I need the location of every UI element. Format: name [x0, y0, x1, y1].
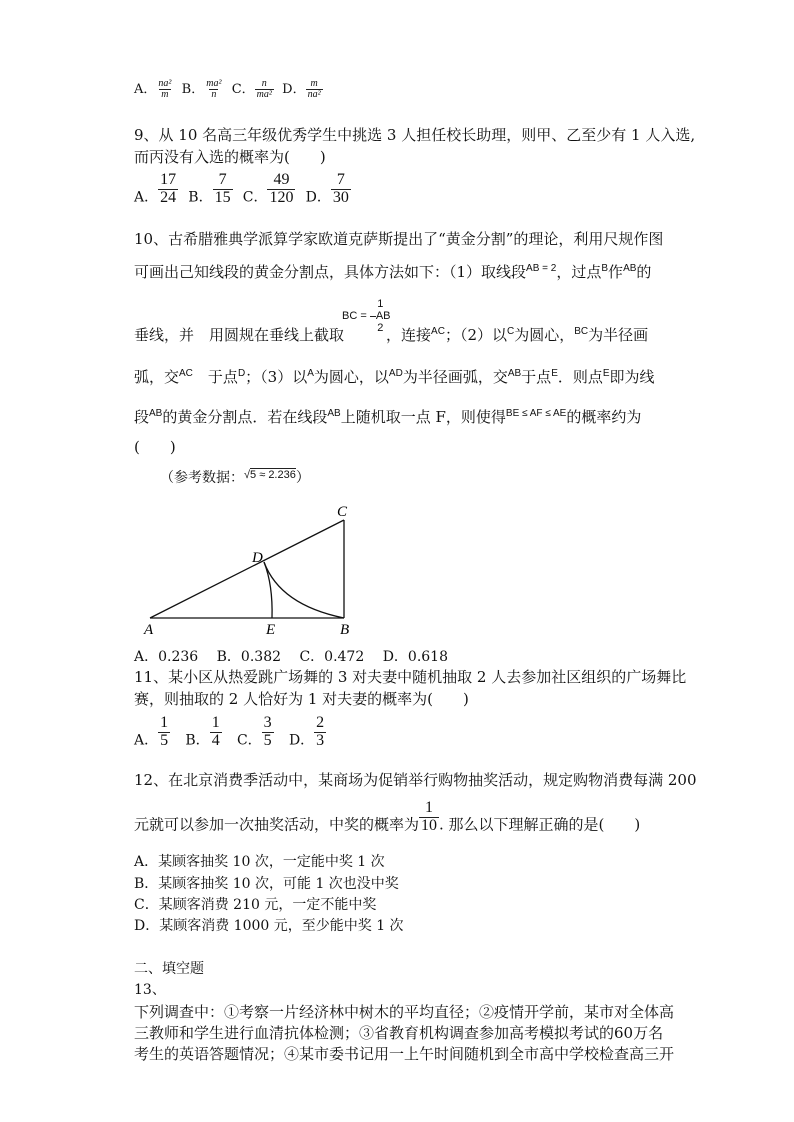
q11-option-a-fraction: $\frac{1}{5}$	[160, 714, 169, 749]
golden-section-figure	[140, 500, 360, 640]
q11-option-a-label: A．	[134, 732, 159, 749]
segment-ac	[150, 520, 344, 618]
q10-reference-data: （参考数据：$^{√5 \approx 2.236}$）	[160, 469, 310, 486]
q12-option-a: A．某顾客抽奖 10 次，一定能中奖 1 次	[134, 854, 385, 870]
q12-probability-fraction: $\frac{1}{10}$	[421, 799, 438, 834]
q9-option-d-label: D．	[305, 189, 331, 206]
q11-option-d-label: D．	[288, 732, 315, 749]
q11-option-b-label: B．	[185, 732, 210, 749]
q9-line1: 9、从 10 名高三年级优秀学生中挑选 3 人担任校长助理，则甲、乙至少有 1 人入选,	[134, 126, 696, 144]
q12-option-d: D．某顾客消费 1000 元，至少能中奖 1 次	[134, 918, 404, 934]
q9-option-d-fraction: $\frac{7}{30}$	[332, 171, 349, 206]
q12-line1: 12、在北京消费季活动中，某商场为促销举行购物抽奖活动，规定购物消费每满 200	[134, 771, 697, 789]
arc-d-to-b	[264, 562, 344, 618]
q10-options: A．0.236 B．0.382 C．0.472 D．0.618	[134, 649, 449, 665]
q9-option-a-label: A．	[134, 189, 159, 206]
point-label-d: D	[252, 550, 263, 566]
point-label-e: E	[266, 622, 276, 638]
point-label-a: A	[144, 622, 154, 638]
q11-option-c-label: C．	[236, 732, 262, 749]
q9-options	[134, 172, 351, 207]
q10-math-ab-eq-2: AB = 2	[526, 263, 557, 274]
q10-line2: 可画出己知线段的黄金分割点，具体方法如下：（1）取线段$^{AB = 2}$，过点$^B$作$^{AB}$的	[134, 263, 652, 281]
q11-line1: 11、某小区从热爱跳广场舞的 3 对夫妻中随机抽取 2 人去参加社区组织的广场舞比	[134, 668, 687, 686]
q8-option-b-label: B．	[181, 82, 205, 97]
q13-number: 13、	[134, 982, 166, 998]
q10-bc-formula: 1 BC = AB 2	[342, 298, 391, 334]
q8-option-d-label: D．	[282, 82, 306, 97]
q8-option-a-fraction: $\frac{\text{na²}}{m}$	[158, 77, 172, 100]
q13-line3: 考生的英语答题情况；④某市委书记用一上午时间随机到全市高中学校检查高三开	[134, 1045, 675, 1063]
q8-option-b-fraction: $\frac{\text{ma²}}{n}$	[206, 77, 222, 100]
q9-option-a-fraction: $\frac{17}{24}$	[160, 171, 177, 206]
q12-option-b: B．某顾客抽奖 10 次，可能 1 次也没中奖	[134, 876, 399, 892]
q13-line2: 三教师和学生进行血清抗体检测；③省教育机构调查参加高考模拟考试的60万名	[134, 1024, 664, 1042]
q13-line1: 下列调查中：①考察一片经济林中树木的平均直径；②疫情开学前，某市对全体高	[134, 1003, 675, 1021]
q11-option-b-fraction: $\frac{1}{4}$	[211, 714, 220, 749]
point-label-c: C	[337, 504, 348, 520]
q8-option-d-fraction: $\frac{m}{\text{na²}}$	[307, 77, 321, 100]
q12-option-c: C．某顾客消费 210 元，一定不能中奖	[134, 897, 377, 913]
q9-line2: 而丙没有入选的概率为( )	[134, 148, 326, 166]
q10-line5: 段$^{AB}$的黄金分割点．若在线段$^{AB}$上随机取一点 F，则使得$^{BE \le AF \le AE}$的概率约为	[134, 408, 642, 426]
q8-options	[134, 78, 323, 101]
q12-line2: 元就可以参加一次抽奖活动，中奖的概率为 $\frac{1}{10}$ . 那么以下理解正确的是( )	[134, 799, 641, 834]
q8-option-c-fraction: $\frac{n}{\text{ma²}}$	[256, 77, 272, 100]
q9-option-c-label: C．	[242, 189, 268, 206]
q9-option-b-label: B．	[188, 189, 213, 206]
q10-line1: 10、古希腊雅典学派算学家欧道克萨斯提出了“黄金分割”的理论，利用尺规作图	[134, 230, 664, 248]
q11-options	[134, 715, 326, 750]
q8-option-a-label: A．	[134, 82, 157, 97]
q11-option-c-fraction: $\frac{3}{5}$	[263, 714, 272, 749]
q8-option-c-label: C．	[231, 82, 255, 97]
q10-math-inequality: BE ≤ AF ≤ AE	[505, 408, 567, 419]
q10-line3: 垂线，并 用圆规在垂线上截取 ，连接$^{AC}$；（2）以$^C$为圆心，$^{BC}$为半径画	[134, 326, 649, 344]
q9-option-c-fraction: $\frac{49}{120}$	[269, 171, 294, 206]
q9-option-b-fraction: $\frac{7}{15}$	[214, 171, 231, 206]
section-title-fill-in: 二、填空题	[134, 961, 204, 977]
q11-line2: 赛，则抽取的 2 人恰好为 1 对夫妻的概率为( )	[134, 690, 469, 708]
q10-line6: ( )	[134, 438, 176, 456]
point-label-b: B	[340, 622, 350, 638]
q10-line4: 弧，交$^{AC}$ 于点$^D$；（3）以$^A$为圆心，以$^{AD}$为半径画弧，交$^{AB}$于点$^E$．则点$^E$即为线	[134, 368, 655, 386]
q11-option-d-fraction: $\frac{2}{3}$	[316, 714, 325, 749]
